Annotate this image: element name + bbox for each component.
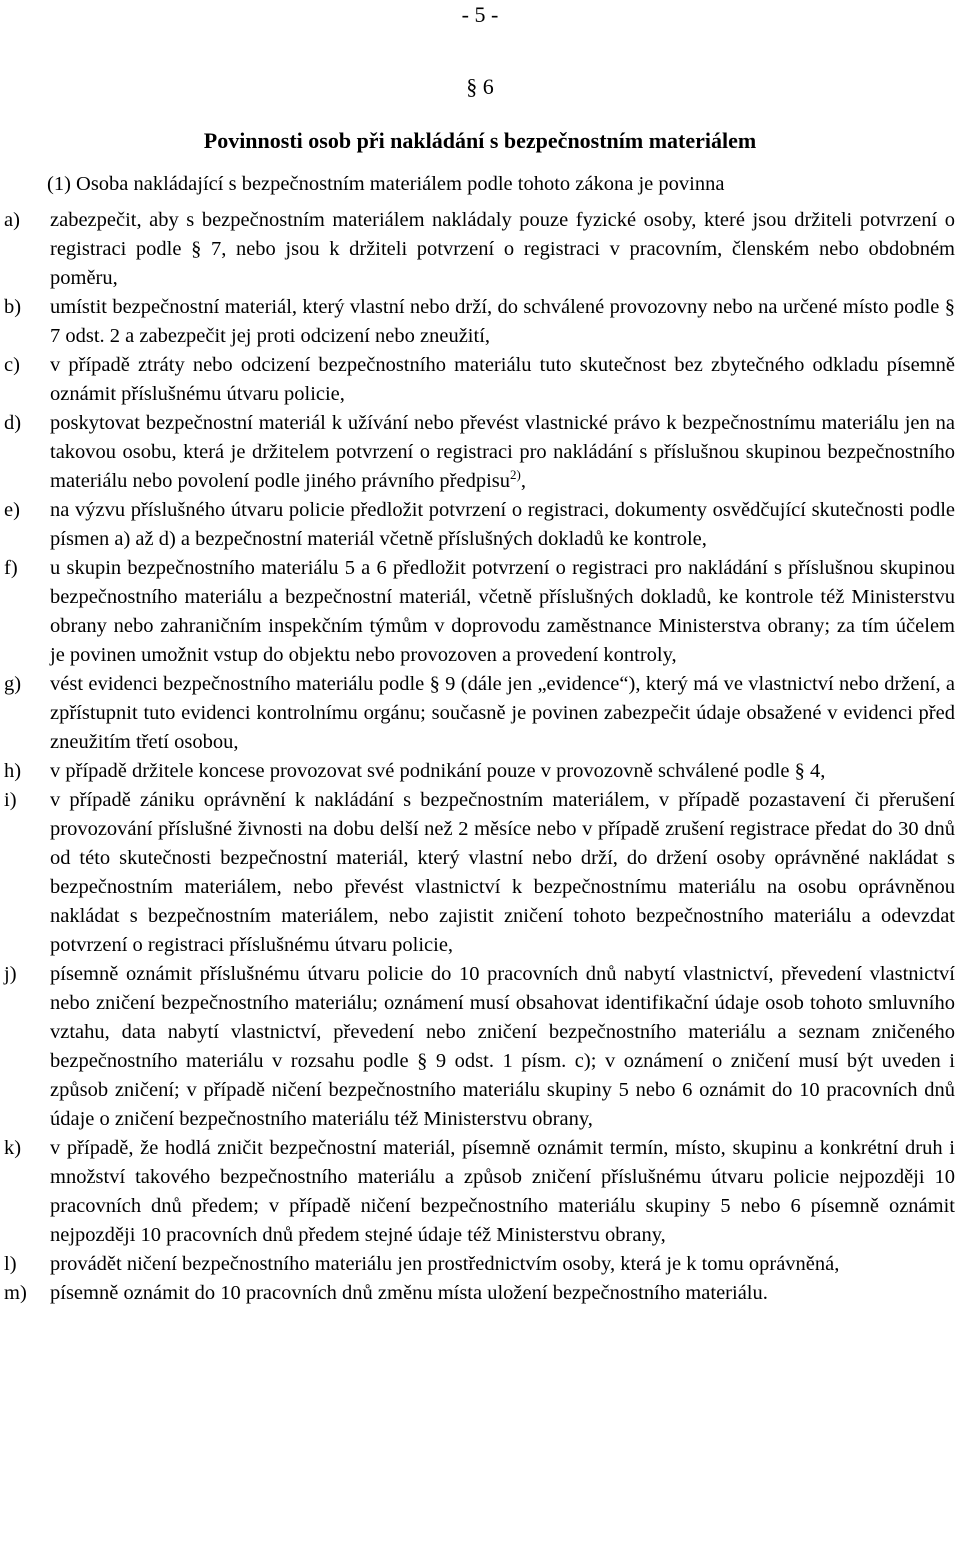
list-marker: h): [4, 760, 22, 782]
list-marker: c): [4, 354, 20, 376]
list-item-text: v případě ztráty nebo odcizení bezpečnostního materiálu tuto skutečnost bez zbytečného odkladu písemně oznámit příslušnému útvaru policie,: [50, 354, 955, 405]
list-item-a: [0, 206, 955, 293]
list-marker: a): [4, 209, 20, 231]
list-marker: l): [4, 1253, 17, 1275]
list-item-g: [0, 670, 955, 757]
list-item-text: provádět ničení bezpečnostního materiálu jen prostřednictvím osoby, která je k tomu oprávněná,: [50, 1253, 840, 1275]
list-item-h: [0, 757, 955, 786]
list-item-text-container: [50, 409, 955, 496]
list-item-text: umístit bezpečnostní materiál, který vlastní nebo drží, do schválené provozovny nebo na určené místo podle § 7 odst. 2 a zabezpečit jej proti odcizení nebo zneužití,: [50, 296, 955, 347]
list-item-text: v případě držitele koncese provozovat své podnikání pouze v provozovně schválené podle § 4,: [50, 760, 826, 782]
list-marker: i): [4, 789, 17, 811]
list-item-text: zabezpečit, aby s bezpečnostním materiálem nakládaly pouze fyzické osoby, které jsou držiteli potvrzení o registraci podle § 7, nebo jsou k držiteli potvrzení o registraci v pracovním, členském nebo obdobném poměru,: [50, 209, 955, 289]
list-item-c: [0, 351, 955, 409]
list-item-text: písemně oznámit do 10 pracovních dnů změnu místa uložení bezpečnostního materiálu.: [50, 1282, 768, 1304]
list-marker: d): [4, 412, 22, 434]
section-intro: (1) Osoba nakládající s bezpečnostním materiálem podle tohoto zákona je povinna: [47, 173, 725, 195]
list-item-b: [0, 293, 955, 351]
list-item-text: vést evidenci bezpečnostního materiálu podle § 9 (dále jen „evidence“), který má ve vlastnictví nebo držení, a zpřístupnit tuto evidenci kontrolnímu orgánu; současně je povinen zabezpečit údaje obsažené v evidenci před zneužitím třetí osobou,: [50, 673, 955, 753]
list-item-d: [0, 409, 955, 496]
list-marker: k): [4, 1137, 22, 1159]
list-marker: e): [4, 499, 20, 521]
list-item-e: [0, 496, 955, 554]
list-item-f: [0, 554, 955, 670]
footnote-reference: 2): [510, 467, 521, 483]
list-item-text-tail: ,: [520, 470, 526, 492]
obligations-list: [0, 206, 960, 1308]
list-item-i: [0, 786, 955, 960]
list-item-text: u skupin bezpečnostního materiálu 5 a 6 předložit potvrzení o registraci pro nakládání s příslušnou skupinou bezpečnostního materiálu a bezpečnostní materiál, včetně příslušných dokladů, ke kontrole též Ministerstvu obrany nebo zahraničním inspekčním týmům v doprovodu zaměstnance Ministerstva obrany; za tím účelem je povinen umožnit vstup do objektu nebo provozoven a provedení kontroly,: [50, 557, 955, 666]
list-marker: f): [4, 557, 18, 579]
list-item-text: v případě, že hodlá zničit bezpečnostní materiál, písemně oznámit termín, místo, skupinu a konkrétní druh i množství takového bezpečnostního materiálu a způsob zničení příslušnému útvaru policie nejpozději 10 pracovních dnů předem; v případě ničení bezpečnostního materiálu skupiny 5 nebo 6 písemně oznámit nejpozději 10 pracovních dnů předem stejné údaje též Ministerstvu obrany,: [50, 1137, 955, 1246]
list-item-text: poskytovat bezpečnostní materiál k užívání nebo převést vlastnické právo k bezpečnostnímu materiálu jen na takovou osobu, která je držitelem potvrzení o registraci pro nakládání s příslušnou skupinou bezpečnostního materiálu nebo povolení podle jiného právního předpisu: [50, 412, 955, 492]
list-item-text: na výzvu příslušného útvaru policie předložit potvrzení o registraci, dokumenty osvědčující skutečnosti podle písmen a) až d) a bezpečnostní materiál včetně příslušných dokladů ke kontrole,: [50, 499, 955, 550]
section-number: § 6: [466, 74, 494, 99]
section-title: Povinnosti osob při nakládání s bezpečnostním materiálem: [203, 128, 757, 153]
list-item-j: [0, 960, 955, 1134]
list-item-k: [0, 1134, 955, 1250]
list-item-l: [0, 1250, 955, 1279]
list-item-text: písemně oznámit příslušnému útvaru policie do 10 pracovních dnů nabytí vlastnictví, převedení vlastnictví nebo zničení bezpečnostního materiálu; oznámení musí obsahovat identifikační údaje osob tohoto smluvního vztahu, data nabytí vlastnictví, převedení nebo zničení bezpečnostního materiálu a seznam zničeného bezpečnostního materiálu v rozsahu podle § 9 odst. 1 písm. c); v oznámení o zničení musí být uveden i způsob zničení; v případě ničení bezpečnostního materiálu skupiny 5 nebo 6 oznámit do 10 pracovních dnů údaje o zničení bezpečnostního materiálu též Ministerstvu obrany,: [50, 963, 955, 1130]
list-marker: j): [4, 963, 17, 985]
list-item-text: v případě zániku oprávnění k nakládání s bezpečnostním materiálem, v případě pozastavení či přerušení provozování příslušné živnosti na dobu delší než 2 měsíce nebo v případě zrušení registrace předat do 30 dnů od této skutečnosti bezpečnostní materiál, který vlastní nebo drží, do držení osoby oprávněné nakládat s bezpečnostním materiálem, nebo převést vlastnictví k bezpečnostnímu materiálu na osobu oprávněnou nakládat s bezpečnostním materiálem, nebo zajistit zničení tohoto bezpečnostního materiálu a odevzdat potvrzení o registraci příslušnému útvaru policie,: [50, 789, 955, 956]
list-marker: b): [4, 296, 22, 318]
page-number: - 5 -: [461, 2, 499, 27]
list-marker: g): [4, 673, 22, 695]
list-marker: m): [4, 1282, 27, 1304]
list-item-m: [0, 1279, 955, 1308]
